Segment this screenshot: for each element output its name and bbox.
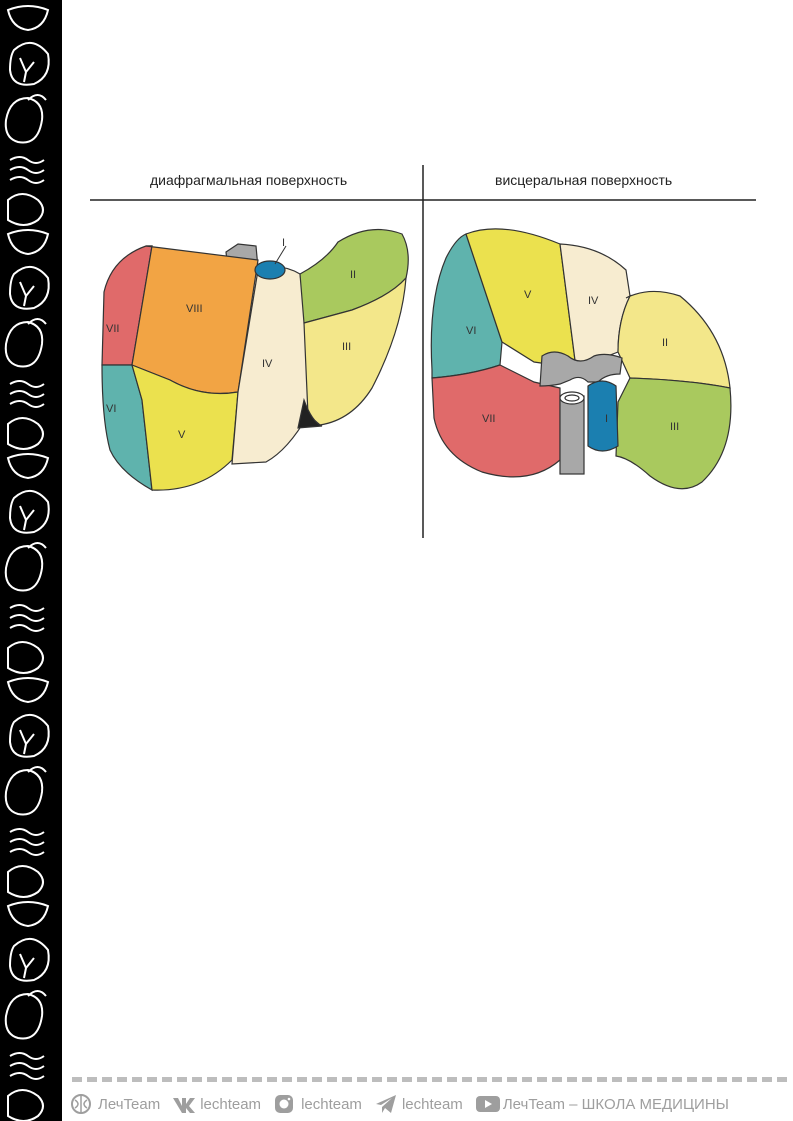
anatomy-pattern-icon [0, 0, 62, 1121]
telegram-link[interactable]: lechteam [401, 1095, 463, 1113]
brain-logo-icon [70, 1093, 92, 1115]
footer-divider [72, 1077, 787, 1082]
instagram-icon [273, 1093, 295, 1115]
segment-III-right [616, 378, 731, 489]
label-II-left: II [350, 269, 357, 281]
visceral-liver [431, 229, 731, 489]
sidebar-divider [62, 0, 67, 1121]
label-VIII-left: VIII [186, 303, 203, 315]
inferior-vena-cava [560, 396, 584, 474]
label-IV-left: IV [262, 358, 273, 370]
segment-VIII-left [132, 246, 258, 394]
decorative-sidebar [0, 0, 62, 1121]
youtube-icon [475, 1093, 497, 1115]
vk-icon [172, 1093, 194, 1115]
label-I-right: I [605, 413, 609, 425]
vk-link[interactable]: lechteam [200, 1095, 262, 1113]
segment-II-right [618, 291, 730, 388]
segment-I-right [588, 381, 618, 451]
liver-diagram [90, 160, 756, 540]
label-II-right: II [662, 337, 669, 349]
liver-segments-figure [90, 160, 756, 540]
label-VII-right: VII [482, 413, 496, 425]
left-panel-title: диафрагмальная поверхность [150, 172, 348, 188]
telegram-icon [374, 1093, 396, 1115]
youtube-link[interactable]: ЛечTeam – ШКОЛА МЕДИЦИНЫ [502, 1095, 729, 1113]
label-V-left: V [178, 429, 186, 441]
label-I-left: I [282, 237, 286, 249]
right-panel-title: висцеральная поверхность [495, 172, 673, 188]
label-V-right: V [524, 289, 532, 301]
instagram-link[interactable]: lechteam [301, 1095, 362, 1113]
label-III-left: III [342, 341, 352, 353]
label-VII-left: VII [106, 323, 120, 335]
label-VI-right: VI [466, 325, 477, 337]
footer-social-bar [70, 1090, 790, 1118]
brand-link[interactable]: ЛечTeam [98, 1095, 161, 1113]
diaphragmatic-liver [102, 230, 408, 491]
label-IV-right: IV [588, 295, 599, 307]
label-VI-left: VI [106, 403, 117, 415]
label-III-right: III [670, 421, 680, 433]
segment-I-left [255, 261, 285, 279]
